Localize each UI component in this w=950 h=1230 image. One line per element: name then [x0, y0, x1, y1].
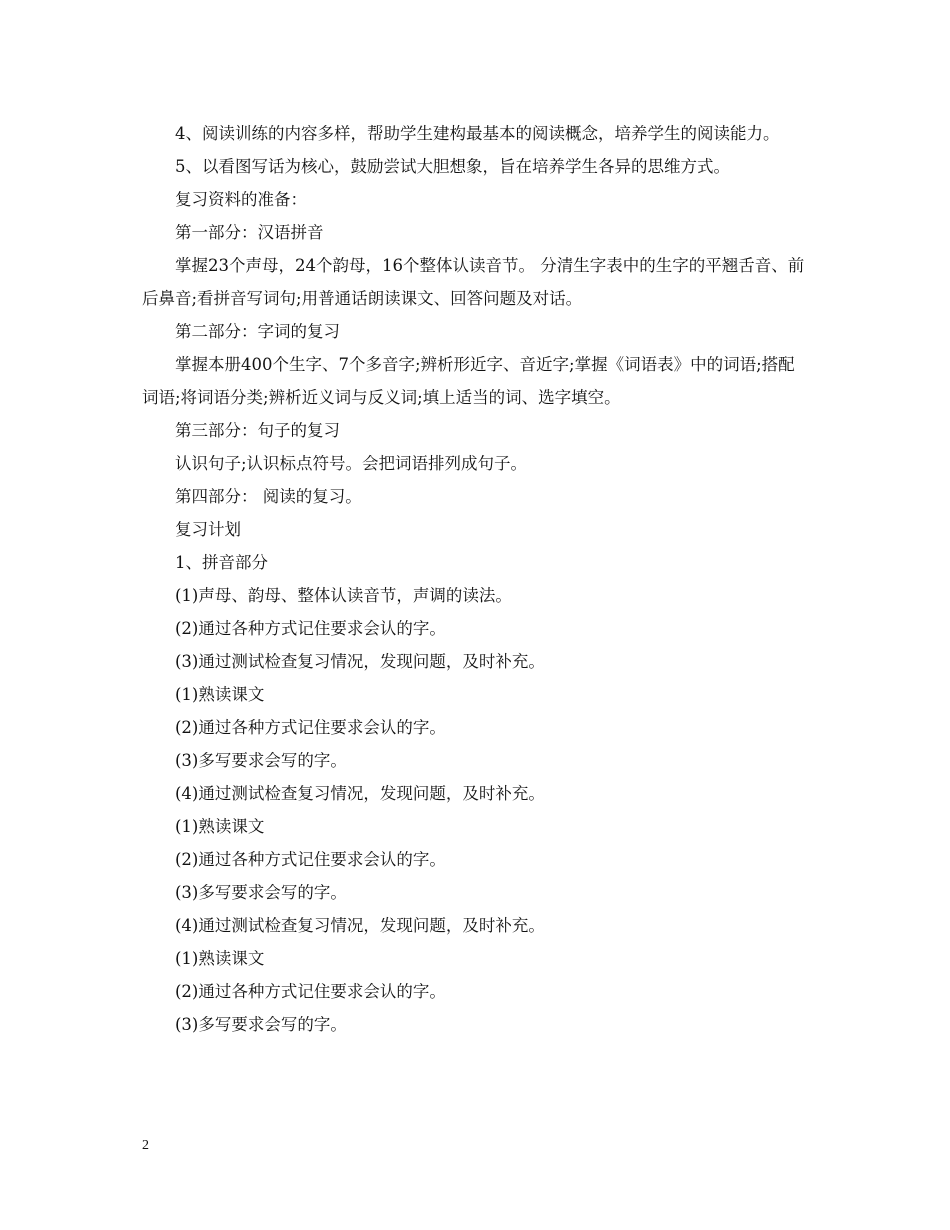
paragraph-pinyin-mastery: 掌握23个声母，24个韵母，16个整体认读音节。 分清生字表中的生字的平翘舌音、前后鼻音;看拼音写词句;用普通话朗读课文、回答问题及对话。 [142, 256, 805, 308]
document-body [142, 117, 810, 1041]
paragraph-words-mastery: 掌握本册400个生字、7个多音字;辨析形近字、音近字;掌握《词语表》中的词语;搭配词语;将词语分类;辨析近义词与反义词;填上适当的词、选字填空。 [142, 355, 795, 407]
list-item: (4)通过测试检查复习情况，发现问题，及时补充。 [175, 784, 545, 803]
list-item: (2)通过各种方式记住要求会认的字。 [175, 982, 446, 1001]
list-item: (3)通过测试检查复习情况，发现问题，及时补充。 [175, 652, 545, 671]
heading-review-plan: 复习计划 [175, 520, 241, 539]
heading-part-four: 第四部分： 阅读的复习。 [175, 487, 362, 506]
list-item: (1)熟读课文 [175, 685, 265, 704]
heading-pinyin-section: 1、拼音部分 [175, 553, 268, 572]
list-item: (1)熟读课文 [175, 949, 265, 968]
list-item: (3)多写要求会写的字。 [175, 883, 347, 902]
heading-review-materials: 复习资料的准备： [175, 190, 307, 209]
list-item: (2)通过各种方式记住要求会认的字。 [175, 619, 446, 638]
paragraph-reading-training: 4、阅读训练的内容多样，帮助学生建构最基本的阅读概念，培养学生的阅读能力。 [175, 124, 780, 143]
heading-part-one: 第一部分：汉语拼音 [175, 223, 324, 242]
list-item: (2)通过各种方式记住要求会认的字。 [175, 850, 446, 869]
paragraph-sentences: 认识句子;认识标点符号。会把词语排列成句子。 [175, 454, 528, 473]
list-item: (1)声母、韵母、整体认读音节，声调的读法。 [175, 586, 512, 605]
list-item: (3)多写要求会写的字。 [175, 1015, 347, 1034]
heading-part-three: 第三部分：句子的复习 [175, 421, 340, 440]
list-item: (4)通过测试检查复习情况，发现问题，及时补充。 [175, 916, 545, 935]
list-item: (3)多写要求会写的字。 [175, 751, 347, 770]
page-number: 2 [142, 1138, 149, 1153]
heading-part-two: 第二部分：字词的复习 [175, 322, 340, 341]
list-item: (1)熟读课文 [175, 817, 265, 836]
list-item: (2)通过各种方式记住要求会认的字。 [175, 718, 446, 737]
paragraph-picture-writing: 5、以看图写话为核心，鼓励尝试大胆想象，旨在培养学生各异的思维方式。 [175, 157, 730, 176]
